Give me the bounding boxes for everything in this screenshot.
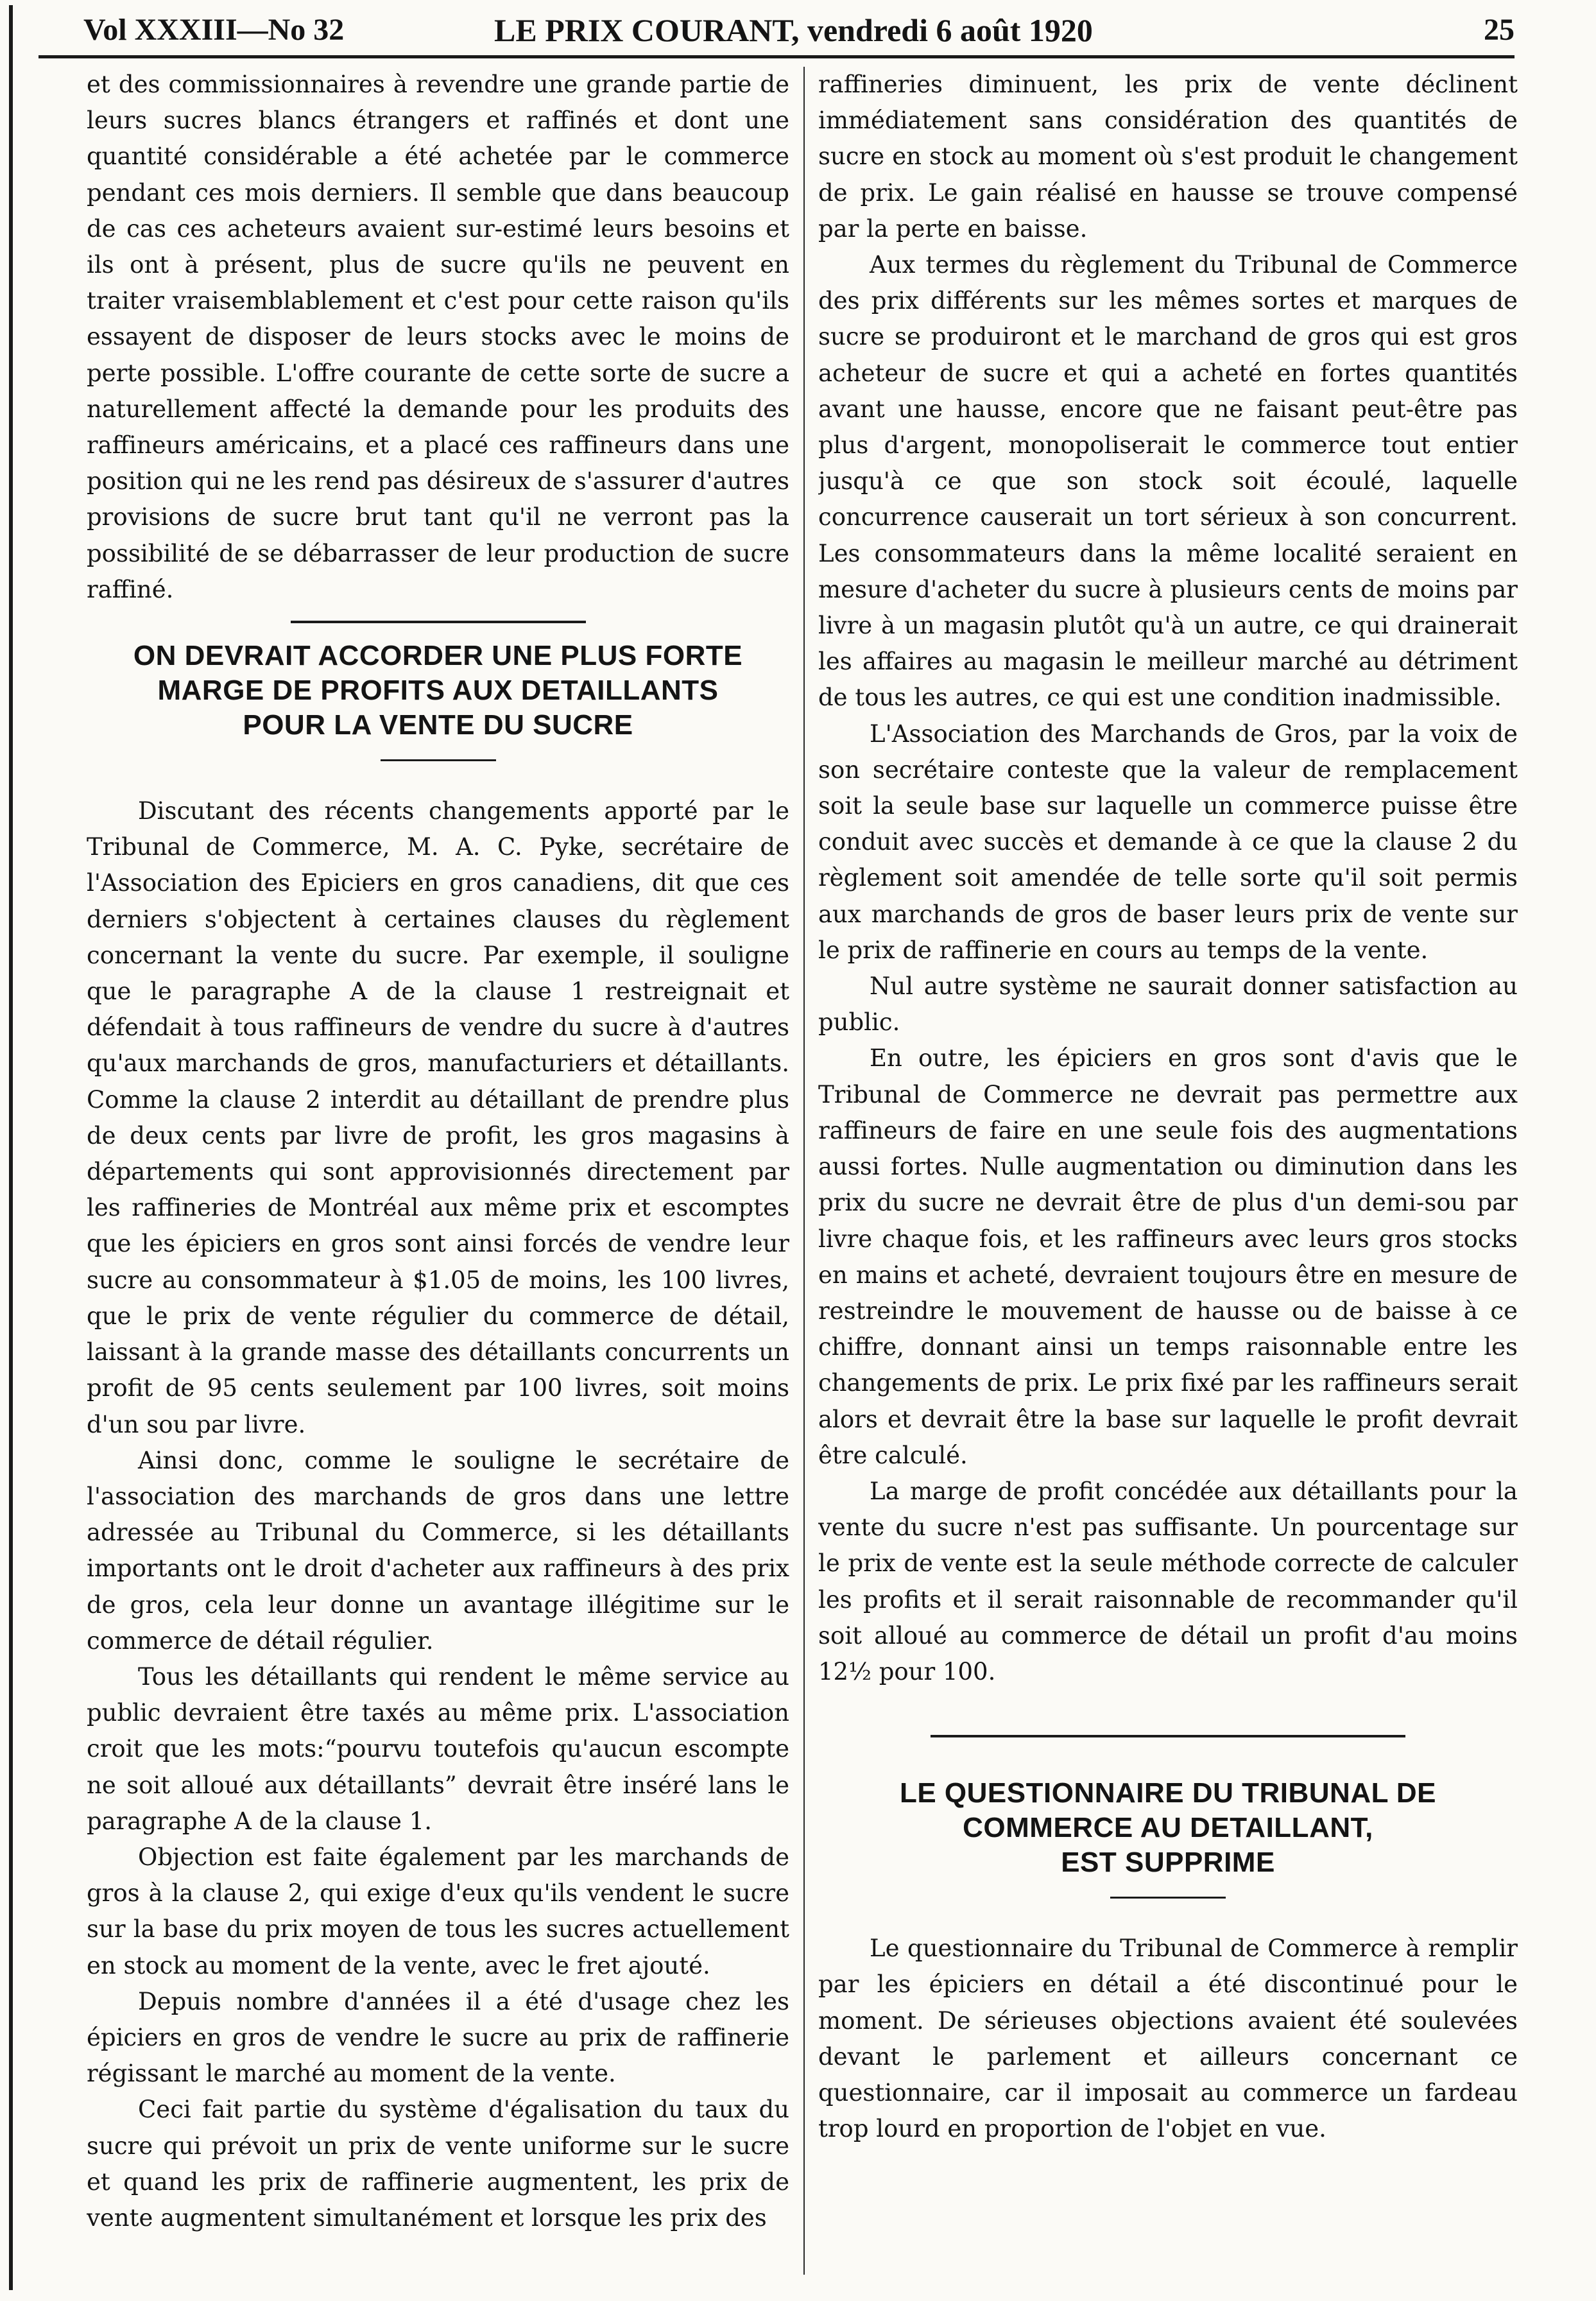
- right-column: [818, 67, 1518, 2275]
- page-header: [83, 9, 1514, 51]
- column-divider: [803, 67, 805, 2275]
- article-paragraph: Ainsi donc, comme le souligne le secrétaire de l'association des marchands de gros dans une lettre adressée au Tribunal du Commerce, si les détaillants importants ont le droit d'acheter aux raffineurs à des prix de gros, cela leur donne un avantage illégitime sur le commerce de détail régulier.: [87, 1446, 789, 1655]
- section-rule: [931, 1735, 1405, 1737]
- second-article-headline: [818, 1776, 1518, 1880]
- article-paragraph: Ceci fait partie du système d'égalisation du taux du sucre qui prévoit un prix de vente uniforme sur le sucre et quand les prix de raffinerie augmentent, les prix de vente augmentent simultanément et lorsque les prix des: [87, 2096, 789, 2232]
- headline-rule: [1110, 1897, 1226, 1899]
- masthead: LE PRIX COURANT, vendredi 6 août 1920: [494, 12, 1093, 48]
- article-headline: [87, 639, 789, 743]
- article-paragraph: Discutant des récents changements apporté par le Tribunal de Commerce, M. A. C. Pyke, secrétaire de l'Association des Epiciers en gros canadiens, dit que ces derniers s'objectent à certaines clauses du règlement concernant la vente du sucre. Par exemple, il souligne que le paragraphe A de la clause 1 restreignait et défendait à tous raffineurs de vendre du sucre à d'autres qu'aux marchands de gros, manufacturiers et détaillants. Comme la clause 2 interdit au détaillant de prendre plus de deux cents par livre de profit, les gros magasins à départements qui sont approvisionnés directement par les raffineries de Montréal aux même prix et escomptes que les épiciers en gros sont ainsi forcés de vendre leur sucre au consommateur à $1.05 de moins, les 100 livres, que le prix de vente régulier du commerce de détail, laissant à la grande masse des détaillants concurrents un profit de 95 cents seulement par 100 livres, soit moins d'un sou par livre.: [87, 797, 789, 1438]
- headline-line-2: COMMERCE AU DETAILLANT,: [963, 1812, 1373, 1844]
- article-paragraph: L'Association des Marchands de Gros, par la voix de son secrétaire conteste que la valeur de remplacement soit la seule base sur laquelle un commerce puisse être conduit avec succès et demande à ce que la clause 2 du règlement soit amendée de telle sorte qu'il soit permis aux marchands de gros de baser leurs prix de vente sur le prix de raffinerie en cours au temps de la vente.: [818, 720, 1518, 964]
- second-article-paragraph: Le questionnaire du Tribunal de Commerce à remplir par les épiciers en détail a été discontinué pour le moment. De sérieuses objections avaient été soulevées devant le parlement et ailleurs concernant ce questionnaire, car il imposait au commerce un fardeau trop lourd en proportion de l'objet en vue.: [818, 1935, 1518, 2143]
- article-paragraph: Nul autre système ne saurait donner satisfaction au public.: [818, 972, 1518, 1037]
- headline-line-2: MARGE DE PROFITS AUX DETAILLANTS: [157, 675, 719, 707]
- volume-number: Vol XXXIII—No 32: [83, 13, 345, 47]
- left-column: [87, 67, 789, 2275]
- article-paragraph: Objection est faite également par les marchands de gros à la clause 2, qui exige d'eux qu'ils vendent le sucre sur la base du prix moyen de tous les sucres actuellement en stock au moment de la vente, avec le fret ajouté.: [87, 1843, 789, 1979]
- intro-paragraph: et des commissionnaires à revendre une grande partie de leurs sucres blancs étrangers et raffinés et dont une quantité considérable a été achetée par le commerce pendant ces mois derniers. Il semble que dans beaucoup de cas ces acheteurs avaient sur-estimé leurs besoins et ils ont à présent, plus de sucre qu'ils ne peuvent en traiter vraisemblablement et c'est pour cette raison qu'ils essayent de disposer de leurs stocks avec le moins de perte possible. L'offre courante de cette sorte de sucre a naturellement affecté la demande pour les produits des raffineurs américains, et a placé ces raffineurs dans une position qui ne les rend pas désireux de s'assurer d'autres provisions de sucre brut tant qu'il ne verront pas la possibilité de se débarrasser de leur production de sucre raffiné.: [87, 71, 789, 603]
- article-paragraph: En outre, les épiciers en gros sont d'avis que le Tribunal de Commerce ne devrait pas permettre aux raffineurs de faire en une seule fois des augmentations aussi fortes. Nulle augmentation ou diminution dans les prix du sucre ne devrait être de plus d'un demi-sou par livre chaque fois, et les raffineurs avec leurs gros stocks en mains et acheté, devraient toujours être en mesure de restreindre le mouvement de hausse ou de baisse à ce chiffre, donnant ainsi un temps raisonnable entre les changements de prix. Le prix fixé par les raffineurs serait alors et devrait être la base sur laquelle le profit devrait être calculé.: [818, 1044, 1518, 1469]
- headline-line-3: EST SUPPRIME: [1061, 1847, 1275, 1879]
- article-paragraph: raffineries diminuent, les prix de vente déclinent immédiatement sans considération des quantités de sucre en stock au moment où s'est produit le changement de prix. Le gain réalisé en hausse se trouve compensé par la perte en baisse.: [818, 71, 1518, 243]
- page-edge: [9, 5, 13, 2290]
- headline-line-1: ON DEVRAIT ACCORDER UNE PLUS FORTE: [133, 640, 743, 672]
- article-paragraph: Tous les détaillants qui rendent le même service au public devraient être taxés au même prix. L'association croit que les mots:“pourvu toutefois qu'aucun escompte ne soit alloué aux détaillants” devrait être inséré lans le paragraphe A de la clause 1.: [87, 1662, 789, 1835]
- section-rule: [291, 621, 586, 623]
- article-paragraph: La marge de profit concédée aux détaillants pour la vente du sucre n'est pas suffisante. Un pourcentage sur le prix de vente est la seule méthode correcte de calculer les profits et il serait raisonnable de recommander qu'il soit alloué au commerce de détail un profit d'au moins 12½ pour 100.: [818, 1477, 1518, 1685]
- headline-line-3: POUR LA VENTE DU SUCRE: [243, 709, 633, 741]
- headline-rule: [381, 759, 496, 761]
- article-paragraph: Aux termes du règlement du Tribunal de Commerce des prix différents sur les mêmes sortes et marques de sucre se produiront et le marchand de gros qui est gros acheteur de sucre et qui a acheté en fortes quantités avant une hausse, encore que ne faisant peut-être pas plus d'argent, monopoliserait le commerce tout entier jusqu'à ce que son stock soit écoulé, laquelle concurrence causerait un tort sérieux à son concurrent. Les consommateurs dans la même localité seraient en mesure d'acheter du sucre à plusieurs cents de moins par livre à un magasin plutôt qu'à un autre, ce qui drainerait les affaires au magasin le meilleur marché au détriment de tous les autres, ce qui est une condition inadmissible.: [818, 251, 1518, 712]
- page-number: 25: [1484, 13, 1514, 47]
- article-paragraph: Depuis nombre d'années il a été d'usage chez les épiciers en gros de vendre le sucre au prix de raffinerie régissant le marché au moment de la vente.: [87, 1987, 789, 2088]
- header-rule: [39, 55, 1514, 58]
- headline-line-1: LE QUESTIONNAIRE DU TRIBUNAL DE: [899, 1777, 1437, 1809]
